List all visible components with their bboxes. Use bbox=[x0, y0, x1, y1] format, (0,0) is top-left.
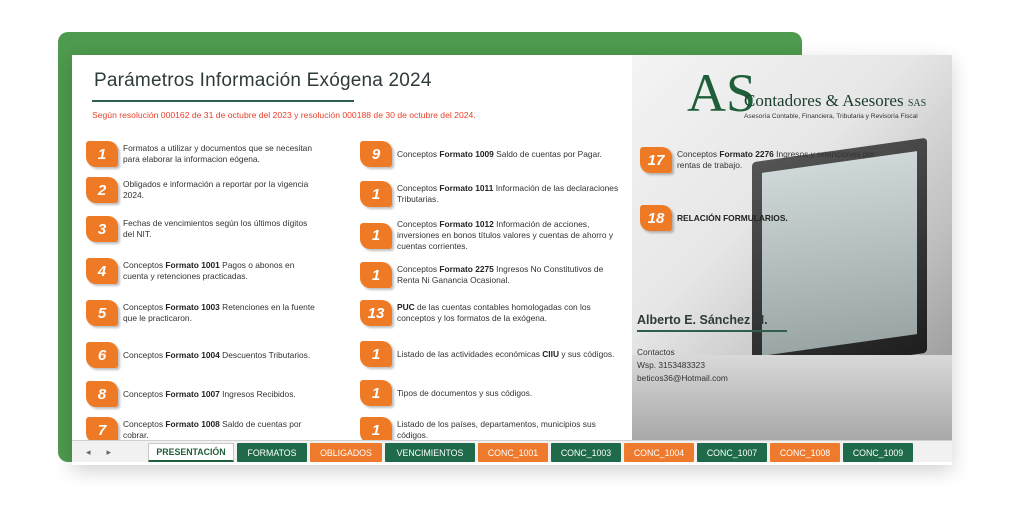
item-label bbox=[123, 302, 318, 324]
menu-item[interactable] bbox=[86, 258, 318, 284]
item-label-bold: Formato 1012 bbox=[439, 219, 494, 229]
item-label-text: Tipos de documentos y sus códigos. bbox=[397, 387, 533, 398]
item-label-bold: Formato 1008 bbox=[165, 419, 220, 429]
item-label-text: Descuentos Tributarios. bbox=[219, 349, 311, 360]
item-label bbox=[397, 183, 620, 205]
item-label-bold: PUC bbox=[397, 302, 415, 312]
menu-item[interactable] bbox=[360, 262, 620, 288]
item-number-badge[interactable]: 8 bbox=[86, 381, 118, 407]
item-label-text: Información de las declaraciones Tributarias. bbox=[397, 183, 619, 204]
item-label bbox=[123, 350, 310, 361]
item-number-badge[interactable]: 1 bbox=[360, 380, 392, 406]
item-label-bold: Formato 1004 bbox=[165, 349, 220, 360]
item-number-badge[interactable]: 1 bbox=[360, 262, 392, 288]
tab-scroll-left-icon[interactable]: ◂ bbox=[86, 446, 91, 457]
page-title: Parámetros Información Exógena 2024 bbox=[94, 70, 432, 91]
item-label-bold: Formato 2276 bbox=[719, 149, 774, 159]
item-label-text: Conceptos bbox=[123, 419, 166, 429]
tab-scroll-right-icon[interactable]: ▸ bbox=[106, 446, 112, 457]
menu-item[interactable] bbox=[86, 216, 318, 242]
item-number-badge[interactable]: 13 bbox=[360, 300, 392, 326]
sheet-tab[interactable]: FORMATOS bbox=[237, 443, 307, 462]
item-label bbox=[677, 149, 900, 171]
item-label-text: Formatos a utilizar y documentos que se necesitan para elaborar la informacion eógena. bbox=[123, 143, 312, 164]
item-label bbox=[677, 213, 788, 224]
item-label bbox=[123, 260, 318, 282]
item-label-bold: Formato 1011 bbox=[439, 183, 494, 193]
author-underline bbox=[637, 330, 787, 332]
item-label bbox=[123, 218, 318, 240]
item-label-text: Conceptos bbox=[123, 302, 166, 312]
menu-item[interactable] bbox=[360, 300, 620, 326]
item-label-text: Retenciones en la fuente que le practicaron. bbox=[123, 302, 315, 323]
item-label-text: Listado de las actividades económicas bbox=[397, 348, 543, 359]
item-label-text: de las cuentas contables homologadas con los conceptos y los formatos de la exógena. bbox=[397, 302, 591, 323]
item-label-text: Pagos o abonos en cuenta y retenciones practicadas. bbox=[123, 260, 295, 281]
menu-item[interactable] bbox=[86, 381, 318, 407]
spreadsheet-sheet bbox=[72, 55, 952, 465]
item-label bbox=[397, 302, 620, 324]
item-label-text: Obligados e información a reportar por la vigencia 2024. bbox=[123, 179, 309, 200]
sheet-tab[interactable]: CONC_1003 bbox=[551, 443, 621, 462]
menu-item[interactable] bbox=[360, 341, 620, 367]
tab-navigation bbox=[72, 442, 148, 462]
item-label bbox=[397, 349, 614, 360]
item-number-badge[interactable]: 1 bbox=[360, 223, 392, 249]
item-label bbox=[397, 419, 620, 441]
item-label-text: Listado de los países, departamentos, municipios sus códigos. bbox=[397, 419, 596, 440]
item-label-text: y sus códigos. bbox=[559, 348, 615, 359]
item-label-text: Conceptos bbox=[397, 183, 440, 193]
item-number-badge[interactable]: 5 bbox=[86, 300, 118, 326]
item-label-text: Conceptos bbox=[397, 219, 440, 229]
sheet-tab[interactable]: CONC_1008 bbox=[770, 443, 840, 462]
item-number-badge[interactable]: 1 bbox=[360, 341, 392, 367]
item-label-text: Ingresos No Constitutivos de Renta Ni Ganancia Ocasional. bbox=[397, 264, 604, 285]
sheet-tab-bar bbox=[72, 440, 952, 462]
menu-item[interactable] bbox=[86, 300, 318, 326]
item-label bbox=[397, 149, 602, 160]
sheet-tab[interactable]: OBLIGADOS bbox=[310, 443, 382, 462]
sheet-tabs bbox=[148, 443, 916, 462]
item-number-badge[interactable]: 7 bbox=[86, 417, 118, 443]
item-label-bold: RELACIÓN FORMULARIOS. bbox=[677, 212, 788, 223]
company-name: Contadores & Asesores bbox=[744, 91, 904, 110]
item-label-text: Conceptos bbox=[123, 349, 166, 360]
item-label-text: Fechas de vencimientos según los últimos dígitos del NIT. bbox=[123, 218, 308, 239]
item-label bbox=[123, 179, 318, 201]
menu-item[interactable] bbox=[640, 147, 900, 173]
author-name: Alberto E. Sánchez M. bbox=[637, 313, 768, 327]
item-label-text: Saldo de cuentas por cobrar. bbox=[123, 419, 302, 440]
menu-item[interactable] bbox=[360, 219, 620, 252]
item-label-bold: Formato 1007 bbox=[165, 388, 220, 399]
item-label-text: Información de acciones, inversiones en bonos títulos valores y cuentas de ahorro y cuentas corrientes. bbox=[397, 219, 614, 251]
item-label-bold: Formato 1001 bbox=[165, 260, 220, 270]
item-label bbox=[123, 389, 296, 400]
company-logo-mark: AS bbox=[687, 63, 757, 123]
monitor-screen bbox=[762, 151, 917, 356]
item-label bbox=[397, 219, 620, 252]
item-label-bold: Formato 1009 bbox=[439, 148, 494, 159]
item-label-text: Ingresos Recibidos. bbox=[219, 388, 296, 399]
item-label bbox=[397, 264, 620, 286]
item-number-badge[interactable]: 9 bbox=[360, 141, 392, 167]
contact-phone: Wsp. 3153483323 bbox=[637, 360, 705, 370]
company-suffix: SAS bbox=[907, 98, 927, 109]
sheet-tab[interactable]: CONC_1007 bbox=[697, 443, 767, 462]
sheet-tab[interactable]: PRESENTACIÓN bbox=[148, 443, 234, 462]
company-tagline: Asesoría Contable, Financiera, Tributaria y Revisoría Fiscal bbox=[744, 113, 918, 120]
contact-email[interactable]: beticos36@Hotmail.com bbox=[637, 373, 728, 383]
item-label-text: Ingresos y retenciones por rentas de trabajo. bbox=[677, 149, 875, 170]
item-label-text: Saldo de cuentas por Pagar. bbox=[493, 148, 602, 159]
item-label-text: Conceptos bbox=[397, 148, 440, 159]
sheet-tab[interactable]: CONC_1001 bbox=[478, 443, 548, 462]
menu-item[interactable] bbox=[360, 141, 620, 167]
monitor-image bbox=[752, 138, 927, 378]
item-number-badge[interactable]: 18 bbox=[640, 205, 672, 231]
item-number-badge[interactable]: 3 bbox=[86, 216, 118, 242]
sheet-tab[interactable]: CONC_1004 bbox=[624, 443, 694, 462]
item-label-text: Conceptos bbox=[397, 264, 440, 274]
sheet-tab[interactable]: VENCIMIENTOS bbox=[385, 443, 475, 462]
item-number-badge[interactable]: 1 bbox=[86, 141, 118, 167]
item-label-text: Conceptos bbox=[677, 149, 720, 159]
item-label-text: Conceptos bbox=[123, 388, 166, 399]
menu-item[interactable] bbox=[360, 380, 620, 406]
menu-item[interactable] bbox=[86, 141, 318, 167]
menu-item[interactable] bbox=[640, 205, 900, 231]
item-label bbox=[397, 388, 532, 399]
item-label bbox=[123, 419, 318, 441]
resolution-subtitle: Según resolución 000162 de 31 de octubre del 2023 y resolución 000188 de 30 de octubre del 2024. bbox=[92, 110, 476, 120]
title-underline bbox=[92, 100, 354, 102]
menu-item[interactable] bbox=[86, 342, 318, 368]
item-label bbox=[123, 143, 318, 165]
item-number-badge[interactable]: 1 bbox=[360, 417, 392, 443]
contact-label: Contactos bbox=[637, 347, 675, 357]
menu-item[interactable] bbox=[86, 177, 318, 203]
item-label-bold: Formato 1003 bbox=[165, 302, 220, 312]
company-logo-name bbox=[744, 91, 926, 111]
item-number-badge[interactable]: 2 bbox=[86, 177, 118, 203]
menu-item[interactable] bbox=[360, 181, 620, 207]
item-number-badge[interactable]: 6 bbox=[86, 342, 118, 368]
item-number-badge[interactable]: 17 bbox=[640, 147, 672, 173]
item-number-badge[interactable]: 4 bbox=[86, 258, 118, 284]
item-label-text: Conceptos bbox=[123, 260, 166, 270]
item-label-bold: Formato 2275 bbox=[439, 264, 494, 274]
item-label-bold: CIIU bbox=[542, 348, 559, 359]
item-number-badge[interactable]: 1 bbox=[360, 181, 392, 207]
sheet-tab[interactable]: CONC_1009 bbox=[843, 443, 913, 462]
